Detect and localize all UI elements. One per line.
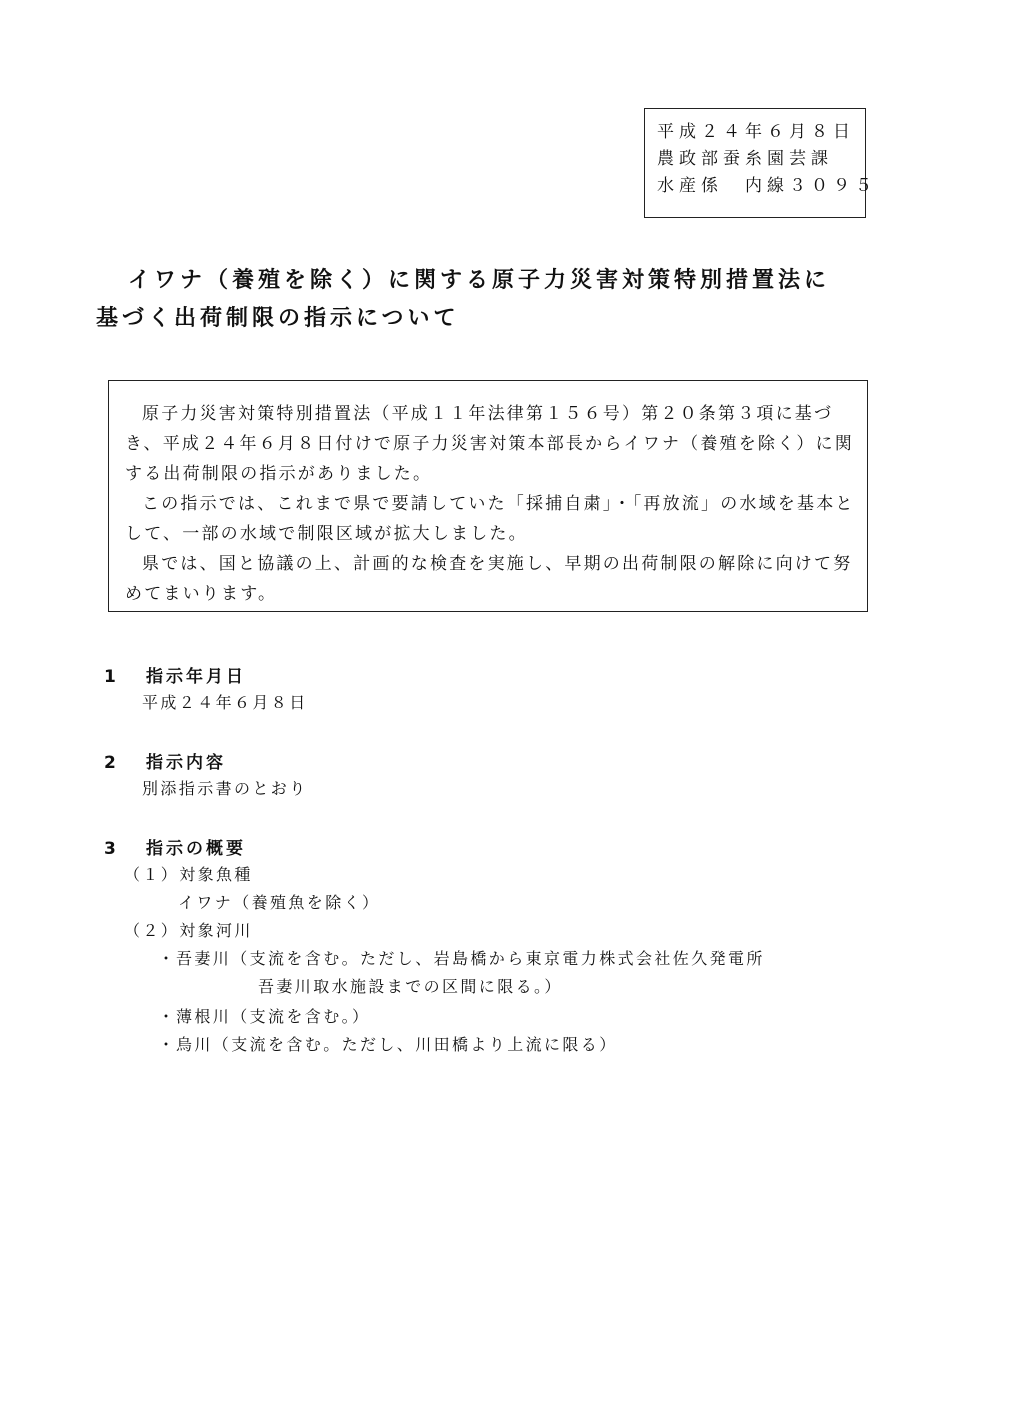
issuing-department: 農政部蚕糸園芸課 — [657, 149, 833, 169]
summary-paragraph-3: 県では、国と協議の上、計画的な検査を実施し、早期の出荷制限の解除に向けて努めてまいります。 — [125, 554, 853, 604]
river-text: 烏川（支流を含む。ただし、川田橋より上流に限る） — [176, 1035, 618, 1054]
bullet: ・ — [158, 949, 177, 968]
section-2-body: 別添指示書のとおり — [142, 779, 308, 798]
river-item-continuation: 吾妻川取水施設までの区間に限る。） — [258, 977, 563, 996]
issue-date: 平成２４年６月８日 — [657, 122, 855, 142]
document-title — [96, 262, 896, 338]
target-fish-label: （１）対象魚種 — [124, 865, 253, 884]
section-number: 2 — [104, 753, 119, 773]
target-fish-value: イワナ（養殖魚を除く） — [178, 893, 381, 912]
title-line-1: イワナ（養殖を除く）に関する原子力災害対策特別措置法に — [128, 268, 831, 293]
section-title: 指示内容 — [146, 753, 226, 773]
section-title: 指示年月日 — [146, 667, 246, 687]
target-rivers-label: （２）対象河川 — [124, 921, 253, 940]
river-item — [158, 1004, 370, 1027]
section-number: 1 — [104, 667, 119, 687]
summary-paragraph-2: この指示では、これまで県で要請していた「採捕自粛」・「再放流」の水域を基本として、一部の水域で制限区域が拡大しました。 — [125, 494, 855, 544]
bullet: ・ — [158, 1035, 177, 1054]
contact-info: 水産係 内線３０９５ — [657, 176, 877, 196]
bullet: ・ — [158, 1007, 177, 1026]
title-line-2: 基づく出荷制限の指示について — [96, 306, 460, 331]
section-3-heading — [104, 834, 246, 859]
river-text: 薄根川（支流を含む。） — [176, 1007, 371, 1026]
issuer-box — [644, 108, 877, 218]
river-item — [158, 946, 765, 969]
section-title: 指示の概要 — [146, 839, 246, 859]
river-text: 吾妻川（支流を含む。ただし、岩島橋から東京電力株式会社佐久発電所 — [176, 949, 765, 968]
summary-paragraph-1: 原子力災害対策特別措置法（平成１１年法律第１５６号）第２０条第３項に基づき、平成２４年６月８日付けで原子力災害対策本部長からイワナ（養殖を除く）に関する出荷制限の指示がありました。 — [125, 404, 854, 484]
river-item — [158, 1032, 618, 1055]
section-number: 3 — [104, 839, 119, 859]
section-1-body: 平成２４年６月８日 — [142, 693, 308, 712]
section-1-heading — [104, 662, 246, 687]
section-2-heading — [104, 748, 226, 773]
summary-box — [108, 380, 868, 612]
